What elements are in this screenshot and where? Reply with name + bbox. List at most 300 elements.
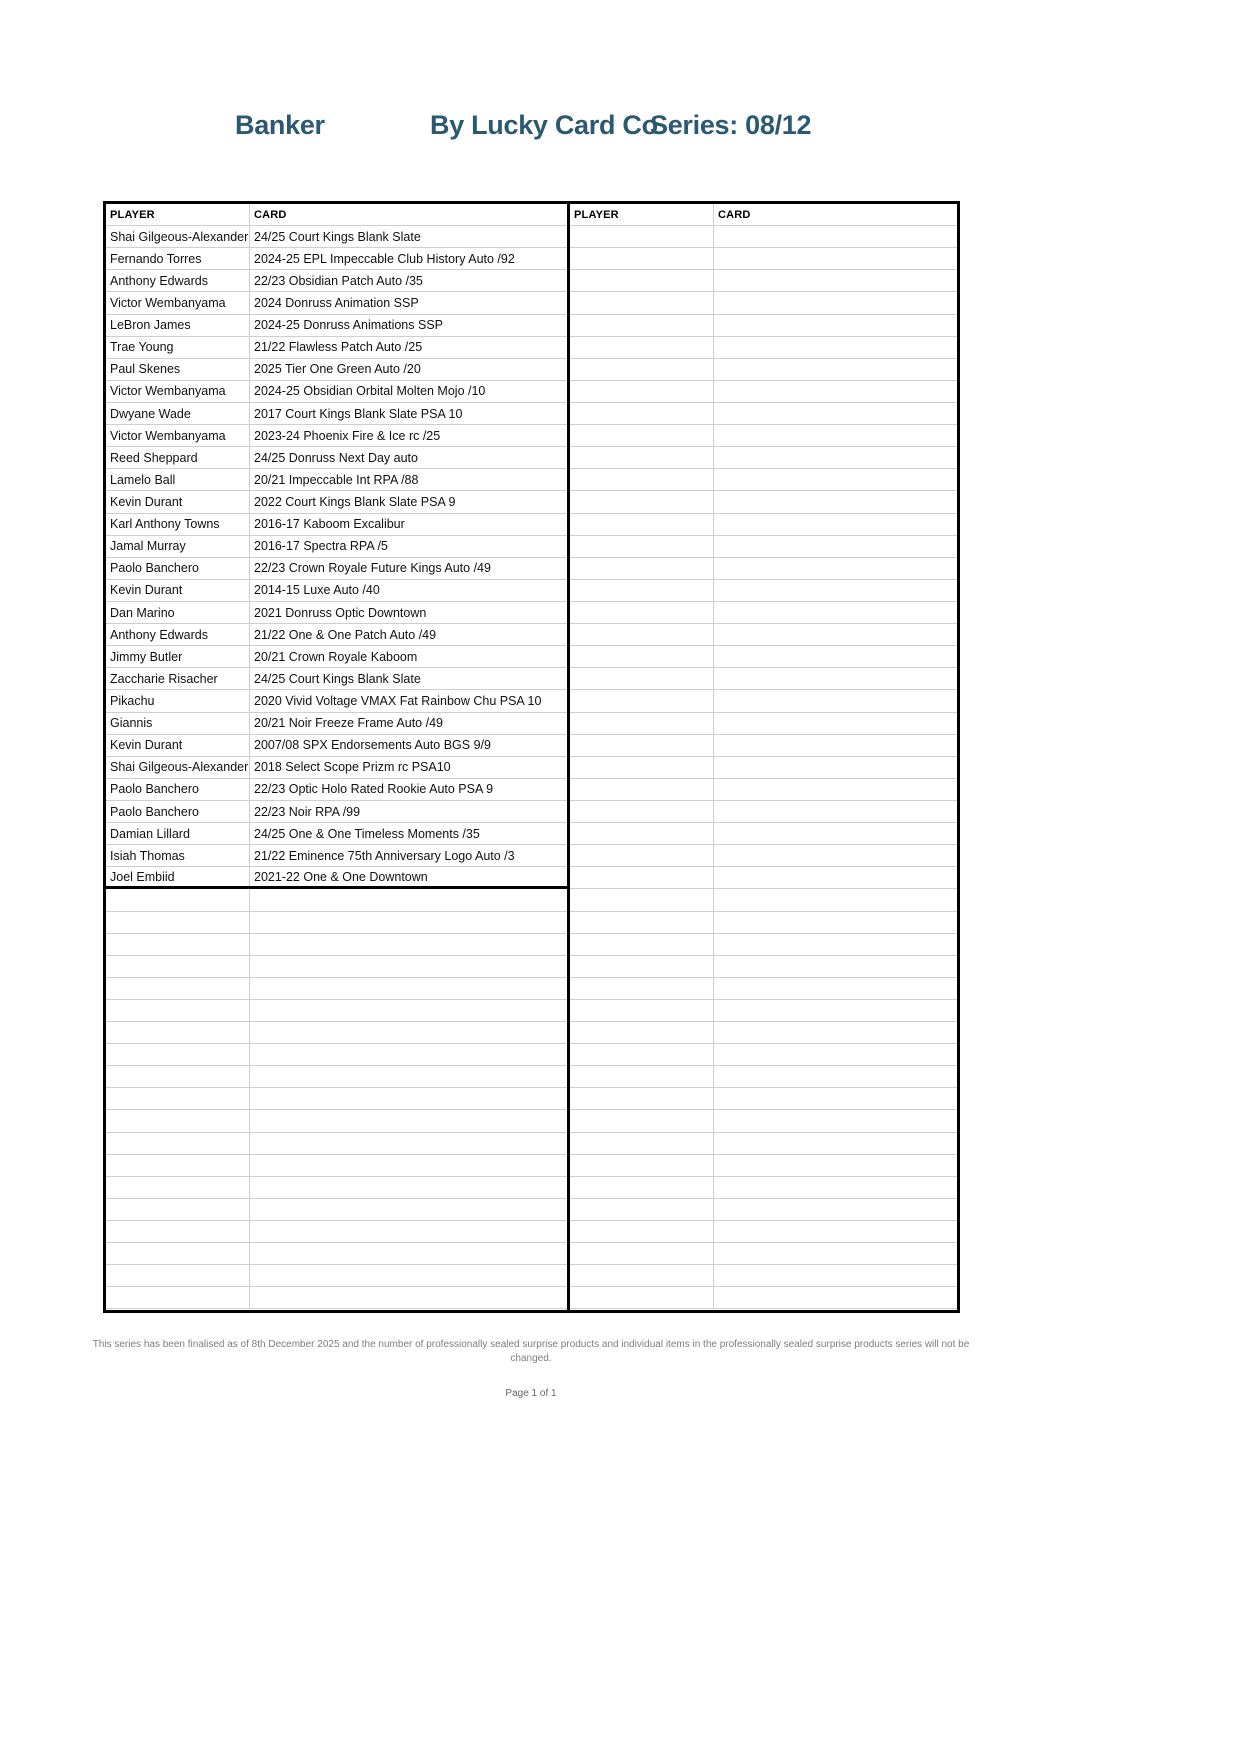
card-cell [714,934,957,955]
player-cell [570,1265,714,1286]
card-cell [250,1265,567,1286]
player-cell: Paolo Banchero [106,558,250,579]
card-cell [714,359,957,380]
card-cell: 2025 Tier One Green Auto /20 [254,362,421,377]
card-cell [714,1265,957,1286]
empty-table-row [570,381,957,403]
card-cell: 24/25 Donruss Next Day auto [254,450,418,465]
player-cell [570,757,714,778]
card-cell [714,1221,957,1242]
card-cell: 24/25 Court Kings Blank Slate [254,229,421,244]
left-table-body [106,226,567,1309]
empty-table-row [106,1110,567,1132]
empty-table-row [570,1044,957,1066]
player-column-header: PLAYER [106,204,250,225]
player-cell [570,1044,714,1065]
card-cell [250,1022,567,1043]
player-cell [106,1088,250,1109]
card-cell: 2016-17 Spectra RPA /5 [254,539,388,554]
card-cell [714,624,957,645]
empty-table-row [106,1066,567,1088]
card-cell: 2021-22 One & One Downtown [254,869,428,884]
empty-table-row [106,1022,567,1044]
empty-table-row [106,978,567,1000]
player-cell [106,912,250,933]
empty-table-row [106,1243,567,1265]
card-cell: 20/21 Impeccable Int RPA /88 [254,472,419,487]
empty-table-row [570,801,957,823]
player-cell: Isiah Thomas [106,845,250,866]
card-cell [714,270,957,291]
player-cell: Paolo Banchero [106,801,250,822]
card-cell [250,1066,567,1087]
player-cell: Shai Gilgeous-Alexander [106,757,250,778]
table-row [106,779,567,801]
card-cell [714,558,957,579]
empty-table-row [570,359,957,381]
table-row [106,337,567,359]
table-row [106,425,567,447]
card-cell [250,1243,567,1264]
empty-table-row [106,1199,567,1221]
page-title: Banker [235,110,325,140]
card-cell [714,447,957,468]
table-row [106,558,567,580]
table-row [106,536,567,558]
player-cell [570,668,714,689]
empty-table-row [106,889,567,911]
empty-table-row [106,934,567,956]
card-cell: 22/23 Crown Royale Future Kings Auto /49 [254,561,491,576]
empty-table-row [570,1155,957,1177]
card-cell [714,1022,957,1043]
page-number: Page 1 of 1 [505,1388,557,1399]
player-cell: Jamal Murray [106,536,250,557]
player-cell [570,1177,714,1198]
right-table [570,204,957,1310]
table-row [106,713,567,735]
left-table [106,204,570,1310]
empty-table-row [570,536,957,558]
card-cell: 22/23 Noir RPA /99 [254,804,361,819]
card-cell [714,889,957,910]
empty-table-row [570,491,957,513]
card-cell [714,403,957,424]
empty-table-row [570,337,957,359]
card-cell [250,1221,567,1242]
player-cell: Damian Lillard [106,823,250,844]
table-row [106,447,567,469]
card-cell: 2022 Court Kings Blank Slate PSA 9 [254,494,456,509]
player-cell: Jimmy Butler [106,646,250,667]
empty-table-row [106,912,567,934]
player-cell [570,381,714,402]
player-cell [570,403,714,424]
player-cell [106,1066,250,1087]
player-cell [570,270,714,291]
player-cell [570,867,714,888]
empty-table-row [570,978,957,1000]
player-cell [570,1243,714,1264]
player-cell [106,1221,250,1242]
card-column-header: CARD [254,208,287,221]
player-cell [570,801,714,822]
table-row [106,403,567,425]
player-cell [570,713,714,734]
player-cell: Paolo Banchero [106,779,250,800]
card-cell [250,978,567,999]
empty-table-row [570,1000,957,1022]
empty-table-row [570,845,957,867]
player-cell: LeBron James [106,315,250,336]
card-cell [714,978,957,999]
player-cell [106,1044,250,1065]
card-cell: 24/25 One & One Timeless Moments /35 [254,826,480,841]
player-cell [570,1022,714,1043]
player-cell: Dwyane Wade [106,403,250,424]
empty-table-row [106,956,567,978]
player-cell [570,447,714,468]
empty-table-row [570,292,957,314]
card-cell [714,1199,957,1220]
card-cell [714,491,957,512]
series-label: Series: 08/12 [650,110,812,140]
player-cell [106,934,250,955]
card-cell [714,1155,957,1176]
player-cell: Shai Gilgeous-Alexander [106,226,250,247]
card-cell: 2016-17 Kaboom Excalibur [254,517,405,532]
player-cell [106,1287,250,1308]
player-cell [570,469,714,490]
player-cell [570,889,714,910]
table-row [106,757,567,779]
empty-table-row [106,1287,567,1309]
card-cell [714,580,957,601]
player-cell [570,1199,714,1220]
table-row [106,315,567,337]
right-table-body [570,226,957,1309]
player-cell: Victor Wembanyama [106,381,250,402]
player-cell [570,624,714,645]
card-checklist-table [103,201,960,1313]
card-cell: 2024-25 Donruss Animations SSP [254,318,443,333]
card-cell [714,602,957,623]
empty-table-row [570,646,957,668]
player-cell: Joel Embiid [106,867,250,886]
empty-table-row [106,1088,567,1110]
empty-table-row [570,1133,957,1155]
player-cell [106,978,250,999]
empty-table-row [570,1199,957,1221]
player-cell [106,956,250,977]
card-cell [714,536,957,557]
card-cell [714,1177,957,1198]
card-column-header: CARD [718,208,751,221]
card-cell [714,315,957,336]
empty-table-row [570,447,957,469]
player-cell [106,1177,250,1198]
empty-table-row [570,270,957,292]
card-cell [250,1287,567,1308]
empty-table-row [106,1044,567,1066]
card-cell [250,934,567,955]
player-cell [570,315,714,336]
player-cell [106,1243,250,1264]
title-bar [0,110,1241,146]
empty-table-row [106,1265,567,1287]
card-cell [714,1133,957,1154]
card-cell [250,1000,567,1021]
player-cell [106,1110,250,1131]
card-cell [714,779,957,800]
empty-table-row [570,956,957,978]
player-cell: Dan Marino [106,602,250,623]
card-cell [714,801,957,822]
player-cell [106,1022,250,1043]
card-cell [714,713,957,734]
player-cell [570,934,714,955]
finalisation-note: This series has been finalised as of 8th December 2025 and the number of professionally sealed surprise products and individual items in the professionally sealed surprise products series will not be changed. [92,1339,970,1364]
card-cell [714,1000,957,1021]
player-cell [570,292,714,313]
empty-table-row [570,1265,957,1287]
empty-table-row [570,1177,957,1199]
empty-table-row [570,690,957,712]
empty-table-row [570,668,957,690]
table-row [106,491,567,513]
card-cell [714,823,957,844]
byline: By Lucky Card Co [430,110,658,140]
empty-table-row [570,1110,957,1132]
player-cell [570,248,714,269]
empty-table-row [570,1022,957,1044]
player-cell [570,359,714,380]
empty-table-row [570,425,957,447]
player-cell: Giannis [106,713,250,734]
table-row [106,270,567,292]
player-cell: Fernando Torres [106,248,250,269]
card-cell [714,735,957,756]
empty-table-row [570,1243,957,1265]
table-row [106,668,567,690]
player-cell: Reed Sheppard [106,447,250,468]
player-cell [570,491,714,512]
empty-table-row [570,823,957,845]
player-cell [570,580,714,601]
player-cell [570,536,714,557]
player-cell: Zaccharie Risacher [106,668,250,689]
player-cell: Lamelo Ball [106,469,250,490]
player-cell [570,735,714,756]
card-cell: 21/22 Eminence 75th Anniversary Logo Auto /3 [254,848,515,863]
player-cell [106,1155,250,1176]
empty-table-row [106,1155,567,1177]
table-row [106,690,567,712]
card-cell [250,1044,567,1065]
card-cell [714,469,957,490]
empty-table-row [570,469,957,491]
player-cell: Victor Wembanyama [106,425,250,446]
table-row [106,359,567,381]
player-cell [570,1221,714,1242]
player-cell [106,1133,250,1154]
player-cell: Kevin Durant [106,580,250,601]
player-cell: Trae Young [106,337,250,358]
player-cell [106,1000,250,1021]
left-table-header-row [106,204,567,226]
empty-table-row [570,580,957,602]
player-cell [570,425,714,446]
player-cell: Karl Anthony Towns [106,514,250,535]
table-row [106,735,567,757]
player-cell [570,1133,714,1154]
player-cell [570,845,714,866]
card-cell [250,889,567,910]
table-row [106,469,567,491]
empty-table-row [106,1000,567,1022]
card-cell: 21/22 Flawless Patch Auto /25 [254,340,423,355]
card-cell [250,912,567,933]
card-cell: 24/25 Court Kings Blank Slate [254,671,421,686]
card-cell [250,1155,567,1176]
right-table-header-row [570,204,957,226]
empty-table-row [570,867,957,889]
card-cell: 2020 Vivid Voltage VMAX Fat Rainbow Chu PSA 10 [254,693,542,708]
empty-table-row [570,1221,957,1243]
empty-table-row [570,1066,957,1088]
player-cell [570,1088,714,1109]
table-row [106,801,567,823]
card-cell [714,514,957,535]
card-cell [250,956,567,977]
card-cell: 2007/08 SPX Endorsements Auto BGS 9/9 [254,738,491,753]
empty-table-row [570,779,957,801]
card-cell [250,1088,567,1109]
table-row [106,646,567,668]
player-cell [570,1000,714,1021]
card-cell: 2021 Donruss Optic Downtown [254,605,427,620]
card-cell [250,1133,567,1154]
player-cell [570,1110,714,1131]
empty-table-row [570,713,957,735]
player-cell [570,779,714,800]
card-cell [714,1088,957,1109]
empty-table-row [570,558,957,580]
player-cell: Anthony Edwards [106,624,250,645]
player-cell: Pikachu [106,690,250,711]
empty-table-row [570,248,957,270]
empty-table-row [570,226,957,248]
card-cell: 21/22 One & One Patch Auto /49 [254,627,437,642]
table-row [106,624,567,646]
card-cell [250,1177,567,1198]
player-cell [570,1287,714,1308]
player-cell [106,1265,250,1286]
card-cell [714,845,957,866]
card-cell: 2014-15 Luxe Auto /40 [254,583,380,598]
player-cell [570,646,714,667]
card-cell [250,1199,567,1220]
player-cell: Paul Skenes [106,359,250,380]
empty-table-row [570,889,957,911]
player-cell [570,226,714,247]
card-cell: 2024-25 Obsidian Orbital Molten Mojo /10 [254,384,486,399]
empty-table-row [570,602,957,624]
empty-table-row [570,757,957,779]
player-cell [570,602,714,623]
empty-table-row [106,1177,567,1199]
table-row [106,580,567,602]
empty-table-row [570,1287,957,1309]
card-cell [714,425,957,446]
player-cell [570,912,714,933]
card-cell [714,1243,957,1264]
empty-table-row [570,735,957,757]
player-cell: Victor Wembanyama [106,292,250,313]
card-cell [714,292,957,313]
player-cell [570,514,714,535]
card-cell: 2023-24 Phoenix Fire & Ice rc /25 [254,428,441,443]
card-cell: 22/23 Optic Holo Rated Rookie Auto PSA 9 [254,782,494,797]
table-row [106,292,567,314]
card-cell [714,226,957,247]
card-cell [714,668,957,689]
card-cell: 2017 Court Kings Blank Slate PSA 10 [254,406,463,421]
empty-table-row [570,514,957,536]
card-cell: 20/21 Noir Freeze Frame Auto /49 [254,716,443,731]
player-cell [570,558,714,579]
player-cell: Kevin Durant [106,735,250,756]
empty-table-row [570,315,957,337]
card-cell: 2024-25 EPL Impeccable Club History Auto /92 [254,251,515,266]
table-row [106,514,567,536]
card-cell [714,646,957,667]
player-cell [570,978,714,999]
card-cell [714,690,957,711]
card-cell: 22/23 Obsidian Patch Auto /35 [254,273,423,288]
empty-table-row [570,624,957,646]
table-row [106,602,567,624]
empty-table-row [570,912,957,934]
card-cell [714,867,957,888]
table-row [106,248,567,270]
card-cell: 2018 Select Scope Prizm rc PSA10 [254,760,451,775]
table-row [106,867,567,889]
card-cell: 2024 Donruss Animation SSP [254,295,419,310]
player-cell [570,823,714,844]
table-row [106,226,567,248]
player-cell: Anthony Edwards [106,270,250,291]
player-cell [570,1155,714,1176]
card-cell [714,912,957,933]
card-cell [714,337,957,358]
player-cell [570,956,714,977]
table-row [106,845,567,867]
card-cell: 20/21 Crown Royale Kaboom [254,649,418,664]
player-cell [106,889,250,910]
empty-table-row [570,1088,957,1110]
player-cell [570,690,714,711]
card-cell [250,1110,567,1131]
player-cell [106,1199,250,1220]
card-cell [714,1066,957,1087]
card-cell [714,757,957,778]
empty-table-row [570,934,957,956]
player-column-header: PLAYER [570,204,714,225]
player-cell [570,1066,714,1087]
empty-table-row [570,403,957,425]
card-cell [714,248,957,269]
